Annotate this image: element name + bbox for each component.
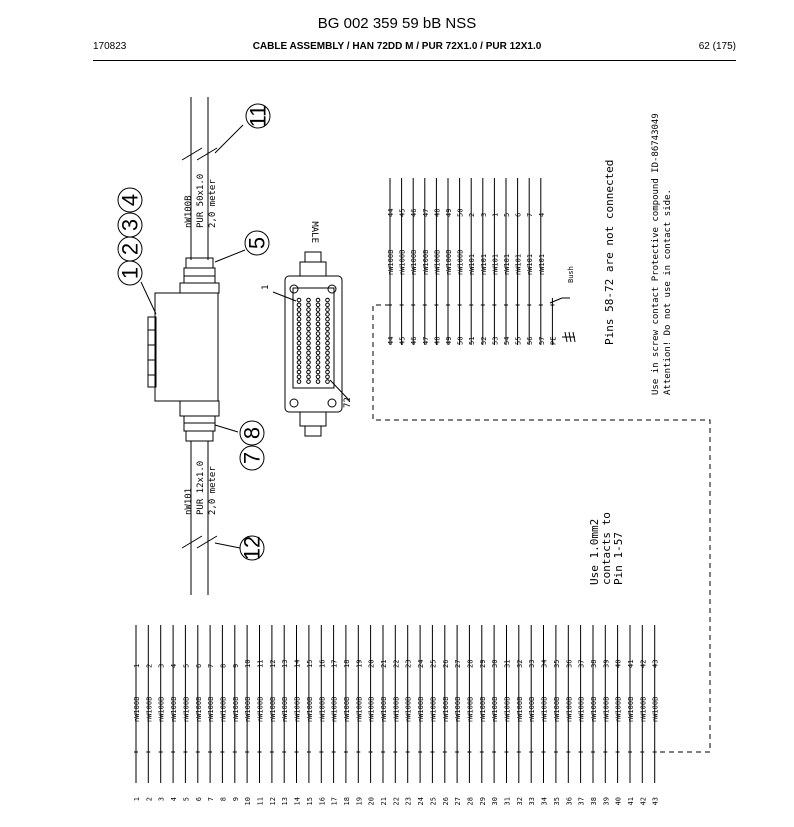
bottom-wire-pin: 24: [417, 797, 426, 806]
insert-pin-grid: [297, 298, 329, 383]
bottom-wire-core: 25: [429, 659, 438, 668]
bottom-wire-pin: 34: [540, 797, 549, 806]
insert-pin: [307, 327, 311, 331]
insert-pin: [316, 303, 320, 307]
insert-pin: [307, 341, 311, 345]
bottom-wire-pin: 30: [491, 797, 500, 806]
insert-pin: [326, 308, 330, 312]
insert-pin: [316, 356, 320, 360]
insert-pin: [326, 313, 330, 317]
upper-cable-spec: PUR 50x1.0: [196, 173, 206, 228]
bottom-wire-cable: nW100B: [417, 696, 426, 722]
bottom-wire-core: 13: [281, 659, 290, 668]
insert-pin: [297, 313, 301, 317]
right-wire-core: 5: [503, 212, 511, 217]
bottom-wire-core: 4: [170, 663, 179, 668]
bottom-wire-cable: nW100B: [219, 696, 228, 722]
insert-pin: [326, 375, 330, 379]
insert-pin: [316, 317, 320, 321]
right-wire-cable: nW100B: [421, 249, 430, 275]
bottom-wire-cable: nW100B: [318, 696, 327, 722]
insert-pin: [316, 361, 320, 365]
right-wire-core: 1: [491, 212, 500, 217]
bottom-wire-pin: 23: [404, 797, 413, 806]
bottom-wire-cable: nW100B: [441, 696, 450, 722]
bottom-wire-core: 18: [342, 659, 351, 668]
insert-pin: [316, 313, 320, 317]
insert-pin: [316, 332, 320, 336]
insert-pin: [297, 298, 301, 302]
bottom-wire-pin: 19: [355, 797, 364, 806]
callout-7: [240, 446, 265, 470]
insert-pin: [316, 346, 320, 350]
callout-2: [118, 237, 143, 261]
insert-pin: [326, 380, 330, 384]
right-wire-cable: nW101: [537, 253, 546, 275]
insert-pin: [326, 327, 330, 331]
upper-cable-length: 2,0 meter: [208, 179, 218, 228]
insert-pin: [307, 322, 311, 326]
bottom-wire-core: 42: [639, 659, 648, 668]
bottom-wire-core: 5: [182, 663, 191, 668]
right-wire-pin: 44: [387, 336, 395, 345]
bottom-wire-core: 19: [355, 659, 364, 668]
insert-pin: [316, 351, 320, 355]
insert-pin-last: 72: [343, 397, 353, 408]
callout-1: [118, 261, 143, 285]
right-wire-cable: nW101: [491, 253, 500, 275]
insert-pin: [326, 317, 330, 321]
insert-pin: [297, 337, 301, 341]
bottom-wire-core: 14: [293, 659, 302, 668]
insert-pin: [307, 351, 311, 355]
bottom-wire-core: 9: [231, 663, 240, 668]
bottom-wire-core: 22: [392, 659, 401, 668]
right-wire-core: 6: [514, 212, 523, 217]
bottom-wire-cable: nW100B: [404, 696, 413, 722]
bottom-wire-core: 1: [133, 663, 141, 668]
insert-pin: [316, 380, 320, 384]
note-contacts-line1: Use 1.0mm2: [588, 518, 601, 585]
bottom-wire-cable: nW100B: [565, 696, 574, 722]
bottom-wire-cable: nW100B: [145, 696, 154, 722]
insert-pin: [316, 370, 320, 374]
svg-text:4: 4: [117, 193, 143, 207]
bottom-wire-pin: 18: [342, 797, 351, 806]
bottom-wire-cable: nW100B: [330, 696, 339, 722]
bottom-wire-cable: nW100B: [207, 696, 216, 722]
right-wire-core: 48: [433, 208, 442, 217]
page-subtitle: CABLE ASSEMBLY / HAN 72DD M / PUR 72X1.0 / PUR 12X1.0: [252, 41, 542, 52]
insert-pin: [307, 356, 311, 360]
bottom-wire-cable: nW100B: [355, 696, 364, 722]
insert-pin: [297, 346, 301, 350]
insert-pin: [326, 332, 330, 336]
bottom-wire-pin: 37: [577, 797, 586, 806]
insert-pin: [326, 341, 330, 345]
svg-text:3: 3: [117, 218, 143, 232]
insert-pin: [307, 380, 311, 384]
insert-pin: [297, 332, 301, 336]
right-wire-pin: 46: [410, 336, 419, 345]
bottom-wire-pin: 41: [627, 797, 635, 806]
bottom-wire-cable: nW100B: [590, 696, 598, 722]
insert-pin: [316, 298, 320, 302]
right-wire-pin: 56: [526, 336, 535, 345]
upper-cable-gland: [184, 250, 245, 283]
lower-cable-gland: [184, 416, 238, 441]
right-wire-core: 46: [410, 208, 419, 217]
right-wire-cable: nW100B: [456, 249, 465, 275]
insert-pin: [316, 375, 320, 379]
right-wire-core: 44: [387, 208, 395, 217]
lower-cable-length: 2,0 meter: [208, 466, 218, 515]
bottom-wire-cable: nW100B: [552, 696, 561, 722]
callout-11: [246, 104, 271, 128]
callout-3: [118, 213, 143, 237]
bottom-wire-pin: 6: [194, 797, 203, 802]
bottom-wire-cable: nW100B: [577, 696, 586, 722]
callout-8: [240, 421, 265, 445]
bottom-wire-core: 28: [466, 659, 475, 668]
insert-pin: [307, 365, 311, 369]
bottom-wire-pin: 3: [157, 797, 166, 802]
document-number: 170823: [93, 41, 127, 52]
bottom-wire-cable: nW100B: [528, 696, 537, 722]
insert-pin: [307, 332, 311, 336]
bottom-wire-core: 23: [404, 659, 413, 668]
right-wire-core: 7: [526, 212, 535, 217]
bottom-wire-pin: 17: [330, 797, 339, 806]
right-wire-cable: nW100B: [387, 249, 395, 275]
right-wire-cable: nW100B: [445, 249, 453, 275]
bottom-wire-cable: nW100B: [367, 696, 376, 722]
bottom-wire-cable: nW100B: [342, 696, 351, 722]
insert-pin: [297, 351, 301, 355]
bottom-wire-cable: nW100B: [627, 696, 635, 722]
right-wire-pin: 45: [398, 336, 407, 345]
bottom-wire-core: 16: [318, 659, 327, 668]
insert-pin: [297, 361, 301, 365]
lower-cable: [182, 441, 240, 595]
connector-housing: [141, 282, 219, 416]
bottom-wire-cable: nW100B: [651, 696, 660, 722]
insert-pin: [297, 380, 301, 384]
bottom-wire-core: 30: [491, 659, 500, 668]
insert-pin: [297, 356, 301, 360]
right-wire-core: 4: [537, 212, 546, 217]
bottom-wire-pin: 29: [478, 797, 487, 806]
bottom-wire-core: 24: [417, 659, 426, 668]
bottom-wire-pin: 4: [170, 797, 179, 802]
insert-pin: [307, 308, 311, 312]
bottom-wire-pin: 32: [515, 797, 524, 806]
bottom-wire-cable: nW100B: [602, 696, 611, 722]
callout-5: [245, 231, 270, 255]
bottom-wire-core: 40: [614, 659, 623, 668]
insert-pin: [326, 351, 330, 355]
bottom-wire-pin: 33: [528, 797, 537, 806]
insert-pin: [307, 317, 311, 321]
right-wire-cable: nW101: [468, 253, 477, 275]
page-title: BG 002 359 59 bB NSS: [317, 15, 477, 32]
right-wire-core: 3: [479, 212, 488, 217]
right-wire-core: 45: [398, 208, 407, 217]
bottom-wire-pin: 15: [305, 797, 314, 806]
right-wire-pin: 47: [421, 336, 430, 345]
svg-text:8: 8: [239, 426, 265, 440]
bottom-wire-core: 33: [528, 659, 537, 668]
bottom-wire-pin: 5: [182, 797, 191, 802]
insert-pin-first: 1: [261, 284, 271, 290]
bottom-wire-core: 11: [256, 659, 265, 668]
bottom-wire-cable: nW100B: [194, 696, 203, 722]
right-wire-pin: 49: [445, 336, 453, 345]
bottom-wire-cable: nW100B: [293, 696, 302, 722]
bottom-wire-core: 35: [552, 659, 561, 668]
svg-text:12: 12: [239, 535, 265, 561]
insert-pin: [326, 356, 330, 360]
bottom-wire-pin: 43: [651, 797, 660, 806]
bottom-wire-core: 21: [380, 659, 388, 668]
bottom-wire-cable: nW100B: [281, 696, 290, 722]
insert-pin: [297, 375, 301, 379]
insert-pin: [297, 322, 301, 326]
bottom-wire-cable: nW100B: [478, 696, 487, 722]
bottom-wire-pin: 16: [318, 797, 327, 806]
bottom-wire-pin: 9: [231, 797, 240, 802]
insert-pin: [297, 370, 301, 374]
svg-text:7: 7: [239, 451, 265, 465]
bottom-wire-pin: 35: [552, 797, 561, 806]
bottom-wire-core: 43: [651, 659, 660, 668]
bottom-wire-pin: 1: [133, 797, 141, 802]
callout-4: [118, 188, 143, 212]
bottom-wire-pin: 26: [441, 797, 450, 806]
bottom-wire-core: 27: [454, 659, 463, 668]
right-wire-cable: nW101: [479, 253, 488, 275]
right-wire-pin: 53: [491, 336, 500, 345]
bottom-wire-cable: nW100B: [157, 696, 166, 722]
right-wire-cable: nW100B: [433, 249, 442, 275]
insert-pin: [316, 322, 320, 326]
note-contacts-line3: Pin 1-57: [612, 532, 625, 585]
insert-pin: [316, 308, 320, 312]
note-not-connected: Pins 58-72 are not connected: [603, 159, 616, 345]
bottom-wire-cable: nW100B: [515, 696, 524, 722]
bottom-wire-core: 6: [194, 663, 203, 668]
note-protective-line2: Attention! Do not use in contact side.: [663, 189, 673, 395]
bottom-wire-core: 15: [305, 659, 314, 668]
bottom-wire-core: 36: [565, 659, 574, 668]
bottom-wire-pin: 40: [614, 797, 623, 806]
bottom-wire-pin: 14: [293, 797, 302, 806]
bottom-wire-cable: nW100B: [429, 696, 438, 722]
male-insert-drawing: [273, 252, 349, 436]
page-number: 62 (175): [698, 41, 736, 52]
bottom-wire-pin: 25: [429, 797, 438, 806]
upper-cable-name: nW100B: [184, 195, 194, 228]
insert-pin: [326, 303, 330, 307]
lower-cable-spec: PUR 12x1.0: [196, 460, 206, 515]
svg-text:11: 11: [245, 104, 271, 128]
bottom-wire-cable: nW100B: [268, 696, 277, 722]
bottom-wire-pin: 38: [590, 797, 598, 806]
insert-pin: [307, 337, 311, 341]
bottom-wire-core: 32: [515, 659, 524, 668]
bottom-wire-pin: 31: [503, 797, 512, 806]
bottom-wire-pin: 21: [380, 797, 388, 806]
insert-pin: [307, 375, 311, 379]
insert-pin: [297, 341, 301, 345]
bottom-wire-pin: 10: [244, 797, 253, 806]
bottom-wire-pin: 36: [565, 797, 574, 806]
right-wire-core: 50: [456, 208, 465, 217]
lower-cable-name: nW101: [184, 487, 194, 515]
bottom-wire-pin: 39: [602, 797, 611, 806]
svg-text:2: 2: [117, 242, 143, 256]
insert-pin: [316, 365, 320, 369]
right-wire-cable: nW101: [526, 253, 535, 275]
right-wire-pin: 51: [468, 336, 477, 345]
bottom-wire-cable: nW100B: [491, 696, 500, 722]
bottom-wire-cable: nW100B: [503, 696, 512, 722]
insert-pin: [307, 298, 311, 302]
insert-pin: [326, 346, 330, 350]
insert-pin: [307, 313, 311, 317]
bottom-wire-cable: nW100B: [133, 696, 141, 722]
bottom-wire-core: 41: [627, 659, 635, 668]
right-wire-pin: 50: [456, 336, 465, 345]
right-wire-cable: nW100B: [398, 249, 407, 275]
insert-pin: [316, 327, 320, 331]
insert-pin: [307, 303, 311, 307]
bottom-wire-cable: nW100B: [380, 696, 388, 722]
right-wire-pin: 54: [503, 336, 511, 345]
bottom-wire-core: 38: [590, 659, 598, 668]
insert-pin: [326, 298, 330, 302]
bottom-wire-cable: nW100B: [256, 696, 265, 722]
right-wire-pin: PE: [549, 336, 558, 345]
bottom-wire-cable: nW100B: [305, 696, 314, 722]
right-wire-pin: 57: [537, 336, 546, 345]
insert-pin: [326, 322, 330, 326]
bottom-wire-cable: nW100B: [244, 696, 253, 722]
bottom-wire-cable: nW100B: [170, 696, 179, 722]
bottom-wire-core: 39: [602, 659, 611, 668]
insert-label-male: MALE: [309, 221, 319, 243]
bottom-wire-core: 7: [207, 663, 216, 668]
bottom-wire-core: 26: [441, 659, 450, 668]
right-wire-cable: nW101: [514, 253, 523, 275]
bush-label: Bush: [567, 266, 575, 283]
insert-pin: [326, 370, 330, 374]
insert-pin: [307, 370, 311, 374]
bottom-wire-core: 20: [367, 659, 376, 668]
bottom-wire-pin: 11: [256, 797, 265, 806]
bottom-wire-cable: nW100B: [540, 696, 549, 722]
note-protective-line1: Use in screw contact Protective compound ID-86743049: [651, 113, 661, 395]
insert-pin: [297, 308, 301, 312]
bottom-wire-pin: 22: [392, 797, 401, 806]
bottom-wire-pin: 13: [281, 797, 290, 806]
insert-pin: [297, 303, 301, 307]
insert-pin: [326, 337, 330, 341]
bottom-wire-pin: 8: [219, 797, 228, 802]
right-wire-core: 2: [468, 212, 477, 217]
bottom-wire-core: 31: [503, 659, 512, 668]
bottom-wire-core: 3: [157, 663, 166, 668]
bottom-wire-pin: 28: [466, 797, 475, 806]
insert-pin: [297, 317, 301, 321]
bottom-wire-pin: 20: [367, 797, 376, 806]
right-wire-cable: nW100B: [410, 249, 419, 275]
insert-pin: [316, 337, 320, 341]
bottom-wire-core: 12: [268, 659, 277, 668]
right-wire-cable: nW101: [503, 253, 511, 275]
note-contacts-line2: contacts to: [600, 512, 613, 585]
bottom-wire-pin: 2: [145, 797, 154, 802]
insert-pin: [307, 361, 311, 365]
bottom-wire-core: 37: [577, 659, 586, 668]
right-wire-pin: 55: [514, 336, 523, 345]
bottom-wire-cable: nW100B: [639, 696, 648, 722]
insert-pin: [326, 361, 330, 365]
bottom-wire-cable: nW100B: [614, 696, 623, 722]
right-wire-pin: 48: [433, 336, 442, 345]
insert-pin: [297, 365, 301, 369]
bottom-wire-core: 2: [145, 663, 154, 668]
upper-cable: [182, 97, 243, 260]
bottom-wire-cable: nW100B: [454, 696, 463, 722]
bottom-wire-pin: 7: [207, 797, 216, 802]
insert-pin: [297, 327, 301, 331]
bottom-wire-core: 34: [540, 659, 549, 668]
bottom-wire-pin: 42: [639, 797, 648, 806]
insert-pin: [316, 341, 320, 345]
right-wire-core: 47: [421, 208, 430, 217]
insert-pin: [307, 346, 311, 350]
bottom-wire-cable: nW100B: [182, 696, 191, 722]
bottom-wire-pin: 12: [268, 797, 277, 806]
bottom-wire-cable: nW100B: [392, 696, 401, 722]
svg-text:1: 1: [117, 266, 143, 280]
callout-12: [240, 536, 265, 560]
right-wire-pin: 52: [479, 336, 488, 345]
bottom-wire-core: 8: [219, 663, 228, 668]
bottom-wire-cable: nW100B: [466, 696, 475, 722]
insert-pin: [326, 365, 330, 369]
bottom-wire-core: 29: [478, 659, 487, 668]
bottom-wire-cable: nW100B: [231, 696, 240, 722]
right-wire-core: 49: [445, 208, 453, 217]
svg-text:5: 5: [244, 236, 270, 250]
bottom-wire-core: 10: [244, 659, 253, 668]
bottom-wire-pin: 27: [454, 797, 463, 806]
bottom-wire-core: 17: [330, 659, 339, 668]
